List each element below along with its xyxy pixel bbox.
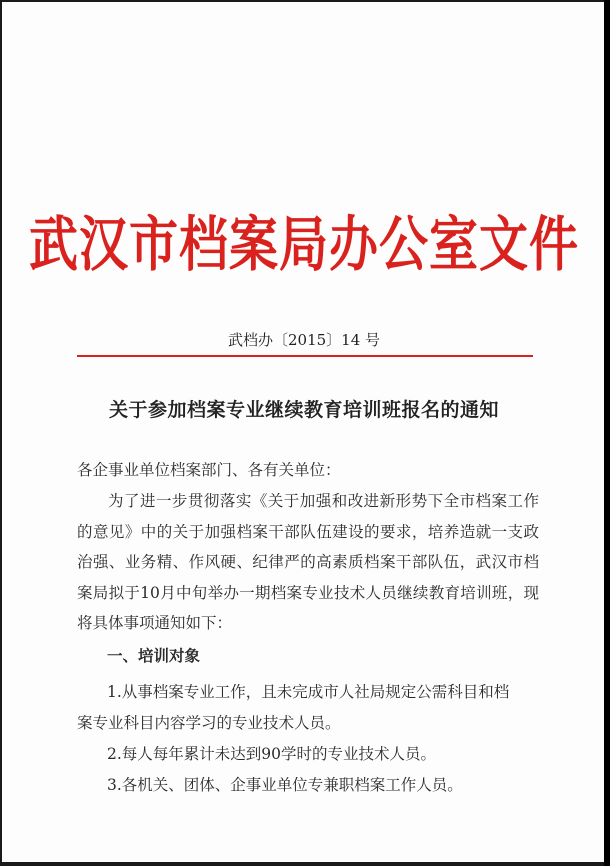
section-heading-training-targets: 一、培训对象 [107, 646, 201, 665]
notice-title: 关于参加档案专业继续教育培训班报名的通知 [108, 399, 499, 421]
list-item-1-line-1: 1.从事档案专业工作，且未完成市人社局规定公需科目和档 [107, 683, 510, 701]
red-divider-line [77, 355, 533, 357]
list-item-3: 3.各机关、团体、企事业单位专兼职档案工作人员。 [107, 776, 463, 794]
intro-paragraph: 为了进一步贯彻落实《关于加强和改进新形势下全市档案工作的意见》中的关于加强档案干部队伍建设的要求，培养造就一支政治强、业务精、作风硬、纪律严的高素质档案干部队伍，武汉市档案局拟于10月中旬举办一期档案专业技术人员继续教育培训班，现将具体事项通知如下： [77, 492, 539, 632]
document-page [2, 2, 606, 862]
list-item-2: 2.每人每年累计未达到90学时的专业技术人员。 [107, 745, 437, 763]
salutation: 各企事业单位档案部门、各有关单位： [77, 461, 341, 479]
red-header-title: 武汉市档案局办公室文件 [28, 208, 579, 280]
scan-edge [604, 0, 610, 866]
document-number: 武档办〔2015〕14 号 [227, 331, 381, 349]
list-item-1-line-2: 案专业科目内容学习的专业技术人员。 [77, 714, 341, 732]
